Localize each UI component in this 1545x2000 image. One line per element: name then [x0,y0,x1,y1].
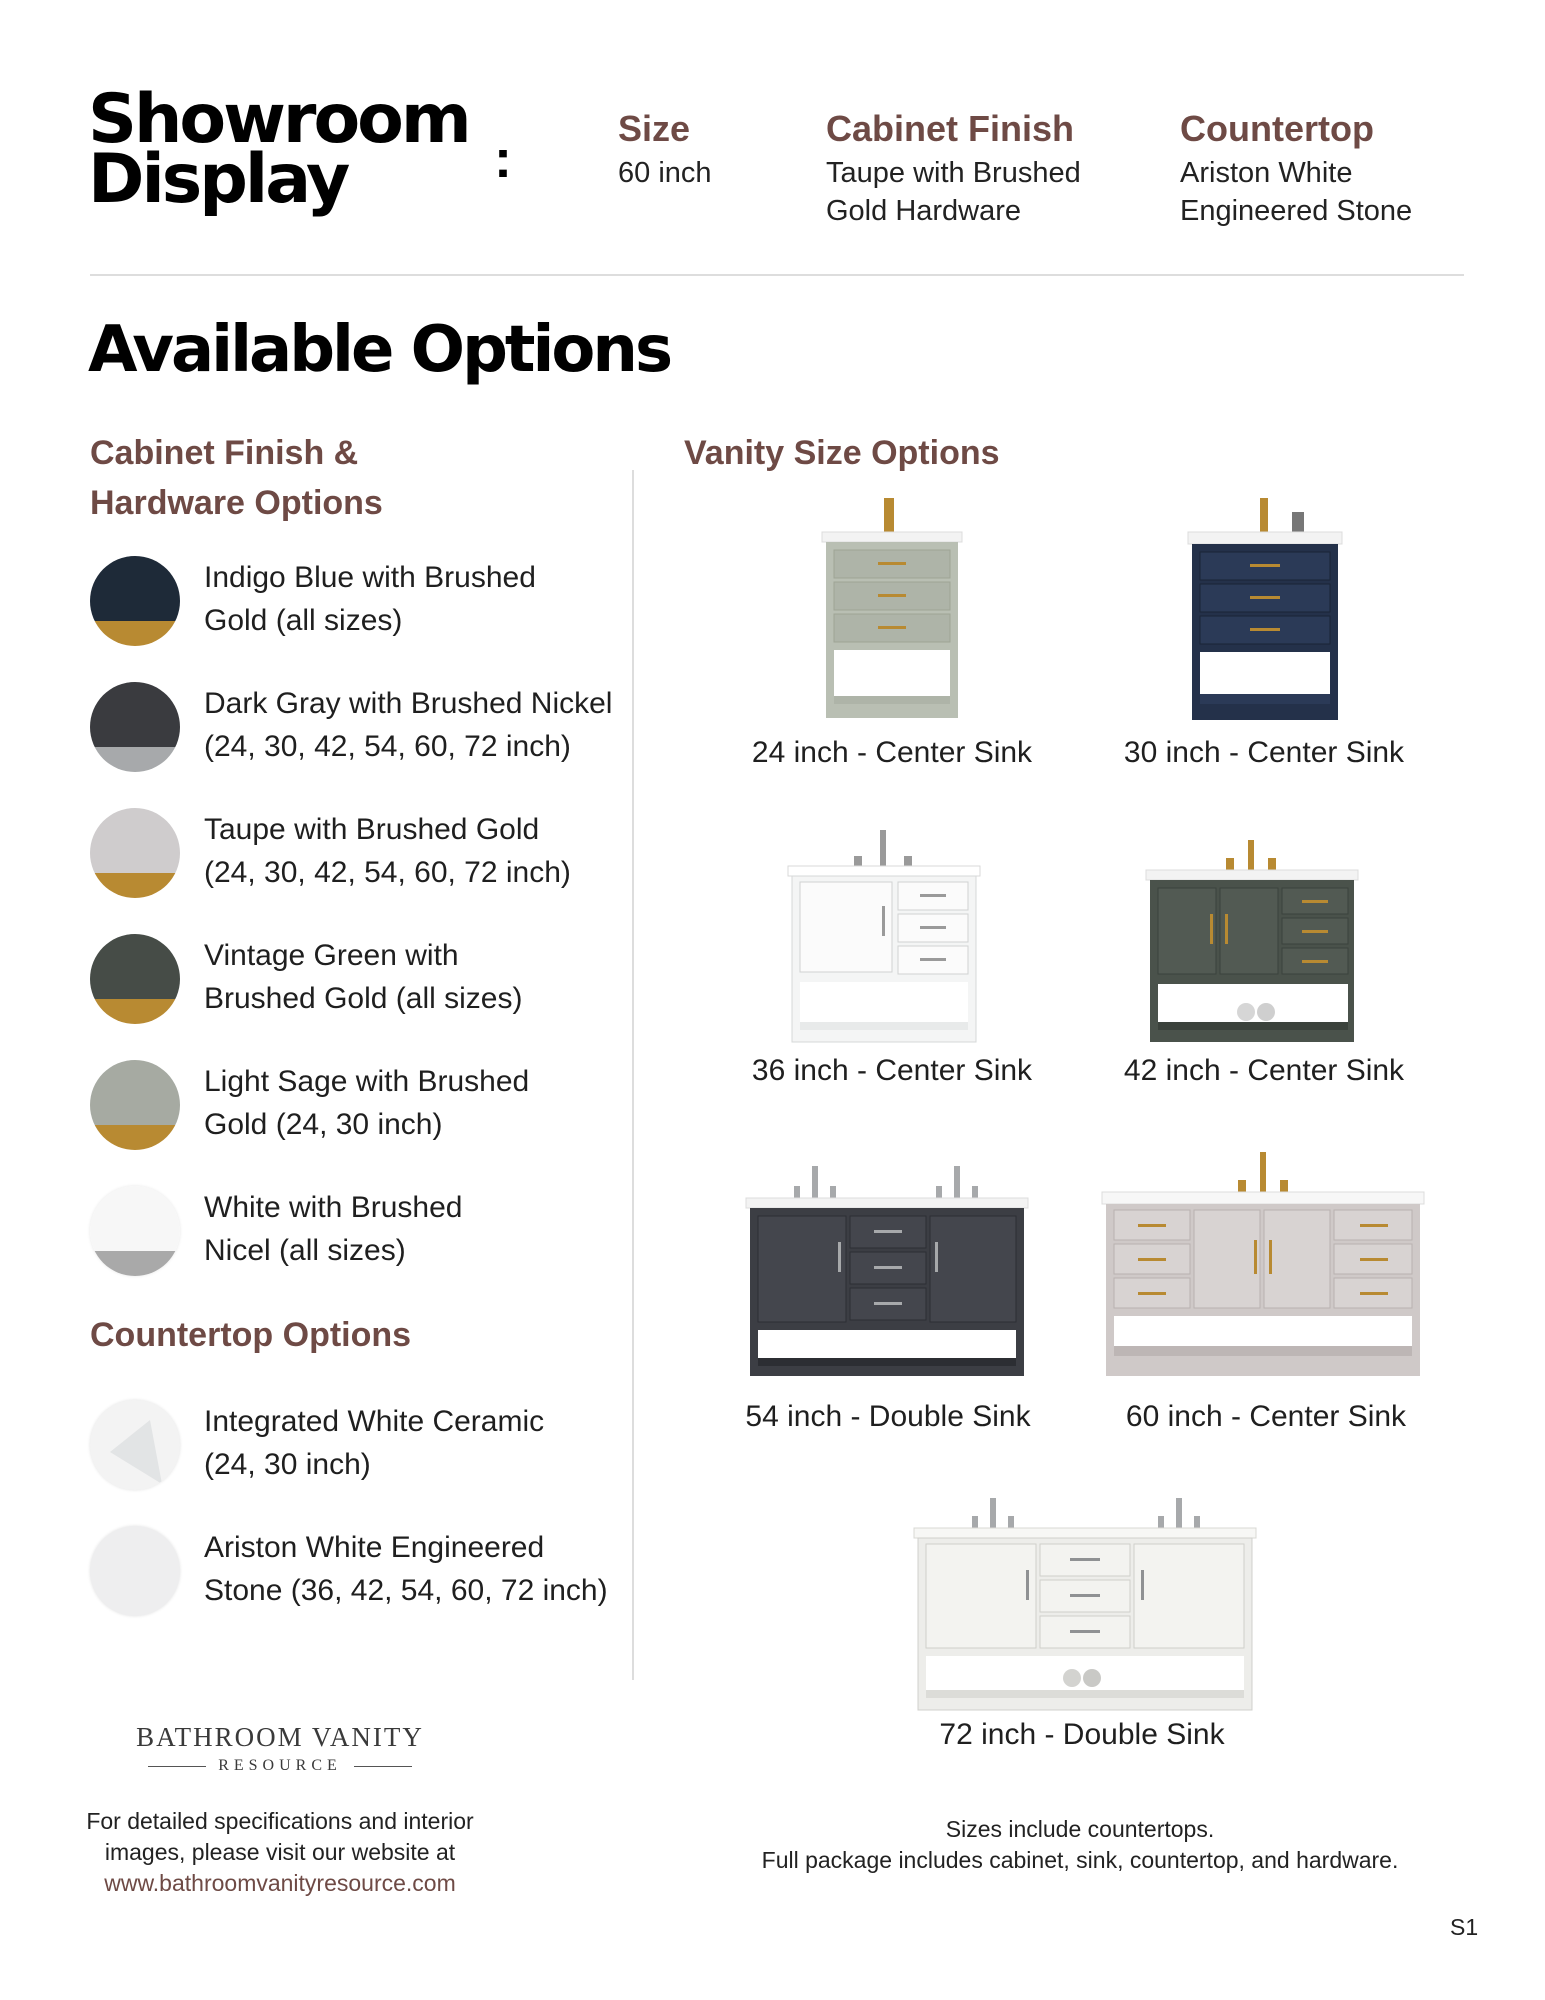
spec-size-label: Size [618,108,691,149]
footer-right-text [700,1814,1460,1876]
swatch-light-sage [90,1060,180,1150]
finish-option-line1: Taupe with Brushed Gold [204,813,540,846]
showroom-title-line2: Display [88,140,348,219]
countertop-option-line2: (24, 30 inch) [204,1448,371,1481]
footer-right-line1: Sizes include countertops. [945,1816,1215,1842]
vanity-72-inch-caption: 72 inch - Double Sink [939,1718,1225,1751]
spec-cabinet-finish-label: Cabinet Finish [826,108,1075,149]
swatch-ariston-white [90,1526,180,1616]
finish-option-line2: Brushed Gold (all sizes) [204,982,523,1015]
logo-rule-right [354,1766,412,1767]
finish-option-dark-gray [204,682,612,768]
vanity-42-inch-caption: 42 inch - Center Sink [1123,1054,1405,1087]
vanity-30-inch-caption: 30 inch - Center Sink [1123,736,1405,769]
page-number: S1 [1450,1914,1479,1940]
swatch-white [90,1186,180,1276]
logo-line1: BATHROOM VANITY [136,1722,424,1752]
vanity-24-inch-caption: 24 inch - Center Sink [751,736,1033,769]
logo-line2: RESOURCE [218,1757,342,1774]
vanity-54-inch-caption: 54 inch - Double Sink [745,1400,1031,1433]
countertop-option-line1: Integrated White Ceramic [204,1405,545,1438]
countertop-section-heading: Countertop Options [90,1316,412,1354]
website-link[interactable]: www.bathroomvanityresource.com [104,1870,456,1896]
swatch-integrated-ceramic [90,1400,180,1490]
countertop-option-integrated-ceramic [204,1400,544,1486]
vanity-60-inch-caption: 60 inch - Center Sink [1125,1400,1407,1433]
footer-right-line2: Full package includes cabinet, sink, countertop, and hardware. [761,1847,1399,1873]
finish-option-line2: Gold (24, 30 inch) [204,1108,443,1141]
vanity-72-inch-image [910,1494,1260,1714]
countertop-option-line2: Stone (36, 42, 54, 60, 72 inch) [204,1574,608,1607]
available-options-heading: Available Options [88,313,671,387]
spec-size [618,108,712,192]
finish-option-line1: White with Brushed [204,1191,463,1224]
finish-option-vintage-green [204,934,522,1020]
finish-option-light-sage [204,1060,529,1146]
spec-countertop-line2: Engineered Stone [1180,195,1413,227]
footer-left-line1: For detailed specifications and interior [86,1808,474,1834]
finish-option-line2: Nicel (all sizes) [204,1234,406,1267]
vanity-60-inch-image [1098,1148,1428,1382]
finish-option-line1: Vintage Green with [204,939,459,972]
spec-size-value: 60 inch [618,157,712,189]
finish-option-line1: Dark Gray with Brushed Nickel [204,687,613,720]
finish-option-taupe [204,808,571,894]
finish-heading-line1: Cabinet Finish & [90,434,359,472]
finish-section-heading [90,428,383,528]
countertop-option-line1: Ariston White Engineered [204,1531,545,1564]
title-colon: : [494,129,512,189]
finish-option-indigo-blue [204,556,536,642]
footer-left-text [40,1806,520,1899]
spec-countertop-line1: Ariston White [1180,157,1353,189]
spec-cabinet-finish-line2: Gold Hardware [826,195,1022,227]
spec-countertop [1180,108,1412,230]
spec-cabinet-finish [826,108,1081,230]
finish-option-line2: Gold (all sizes) [204,604,403,637]
header-divider [90,274,1464,276]
showroom-title-line1: Showroom [88,80,469,159]
vanity-42-inch-image [1142,836,1362,1046]
footer-left-line2: images, please visit our website at [104,1839,456,1865]
countertop-option-ariston-white [204,1526,608,1612]
finish-option-line1: Indigo Blue with Brushed [204,561,536,594]
vanity-36-inch-caption: 36 inch - Center Sink [751,1054,1033,1087]
swatch-vintage-green [90,934,180,1024]
swatch-taupe [90,808,180,898]
finish-option-white [204,1186,462,1272]
vanity-30-inch-image [1180,494,1350,724]
column-divider [632,470,634,1680]
finish-option-line2: (24, 30, 42, 54, 60, 72 inch) [204,856,571,889]
logo-rule-left [148,1766,206,1767]
swatch-indigo-blue [90,556,180,646]
vanity-24-inch-image [812,494,972,724]
spec-countertop-label: Countertop [1180,108,1374,149]
finish-option-line2: (24, 30, 42, 54, 60, 72 inch) [204,730,571,763]
vanity-54-inch-image [742,1162,1032,1382]
finish-heading-line2: Hardware Options [90,484,383,522]
vanity-36-inch-image [784,826,984,1046]
swatch-dark-gray [90,682,180,772]
sizes-section-heading: Vanity Size Options [684,434,1000,472]
showroom-title [88,80,469,219]
logo-line2-row [120,1757,440,1775]
brand-logo [120,1722,440,1775]
finish-option-line1: Light Sage with Brushed [204,1065,530,1098]
spec-cabinet-finish-line1: Taupe with Brushed [826,157,1081,189]
